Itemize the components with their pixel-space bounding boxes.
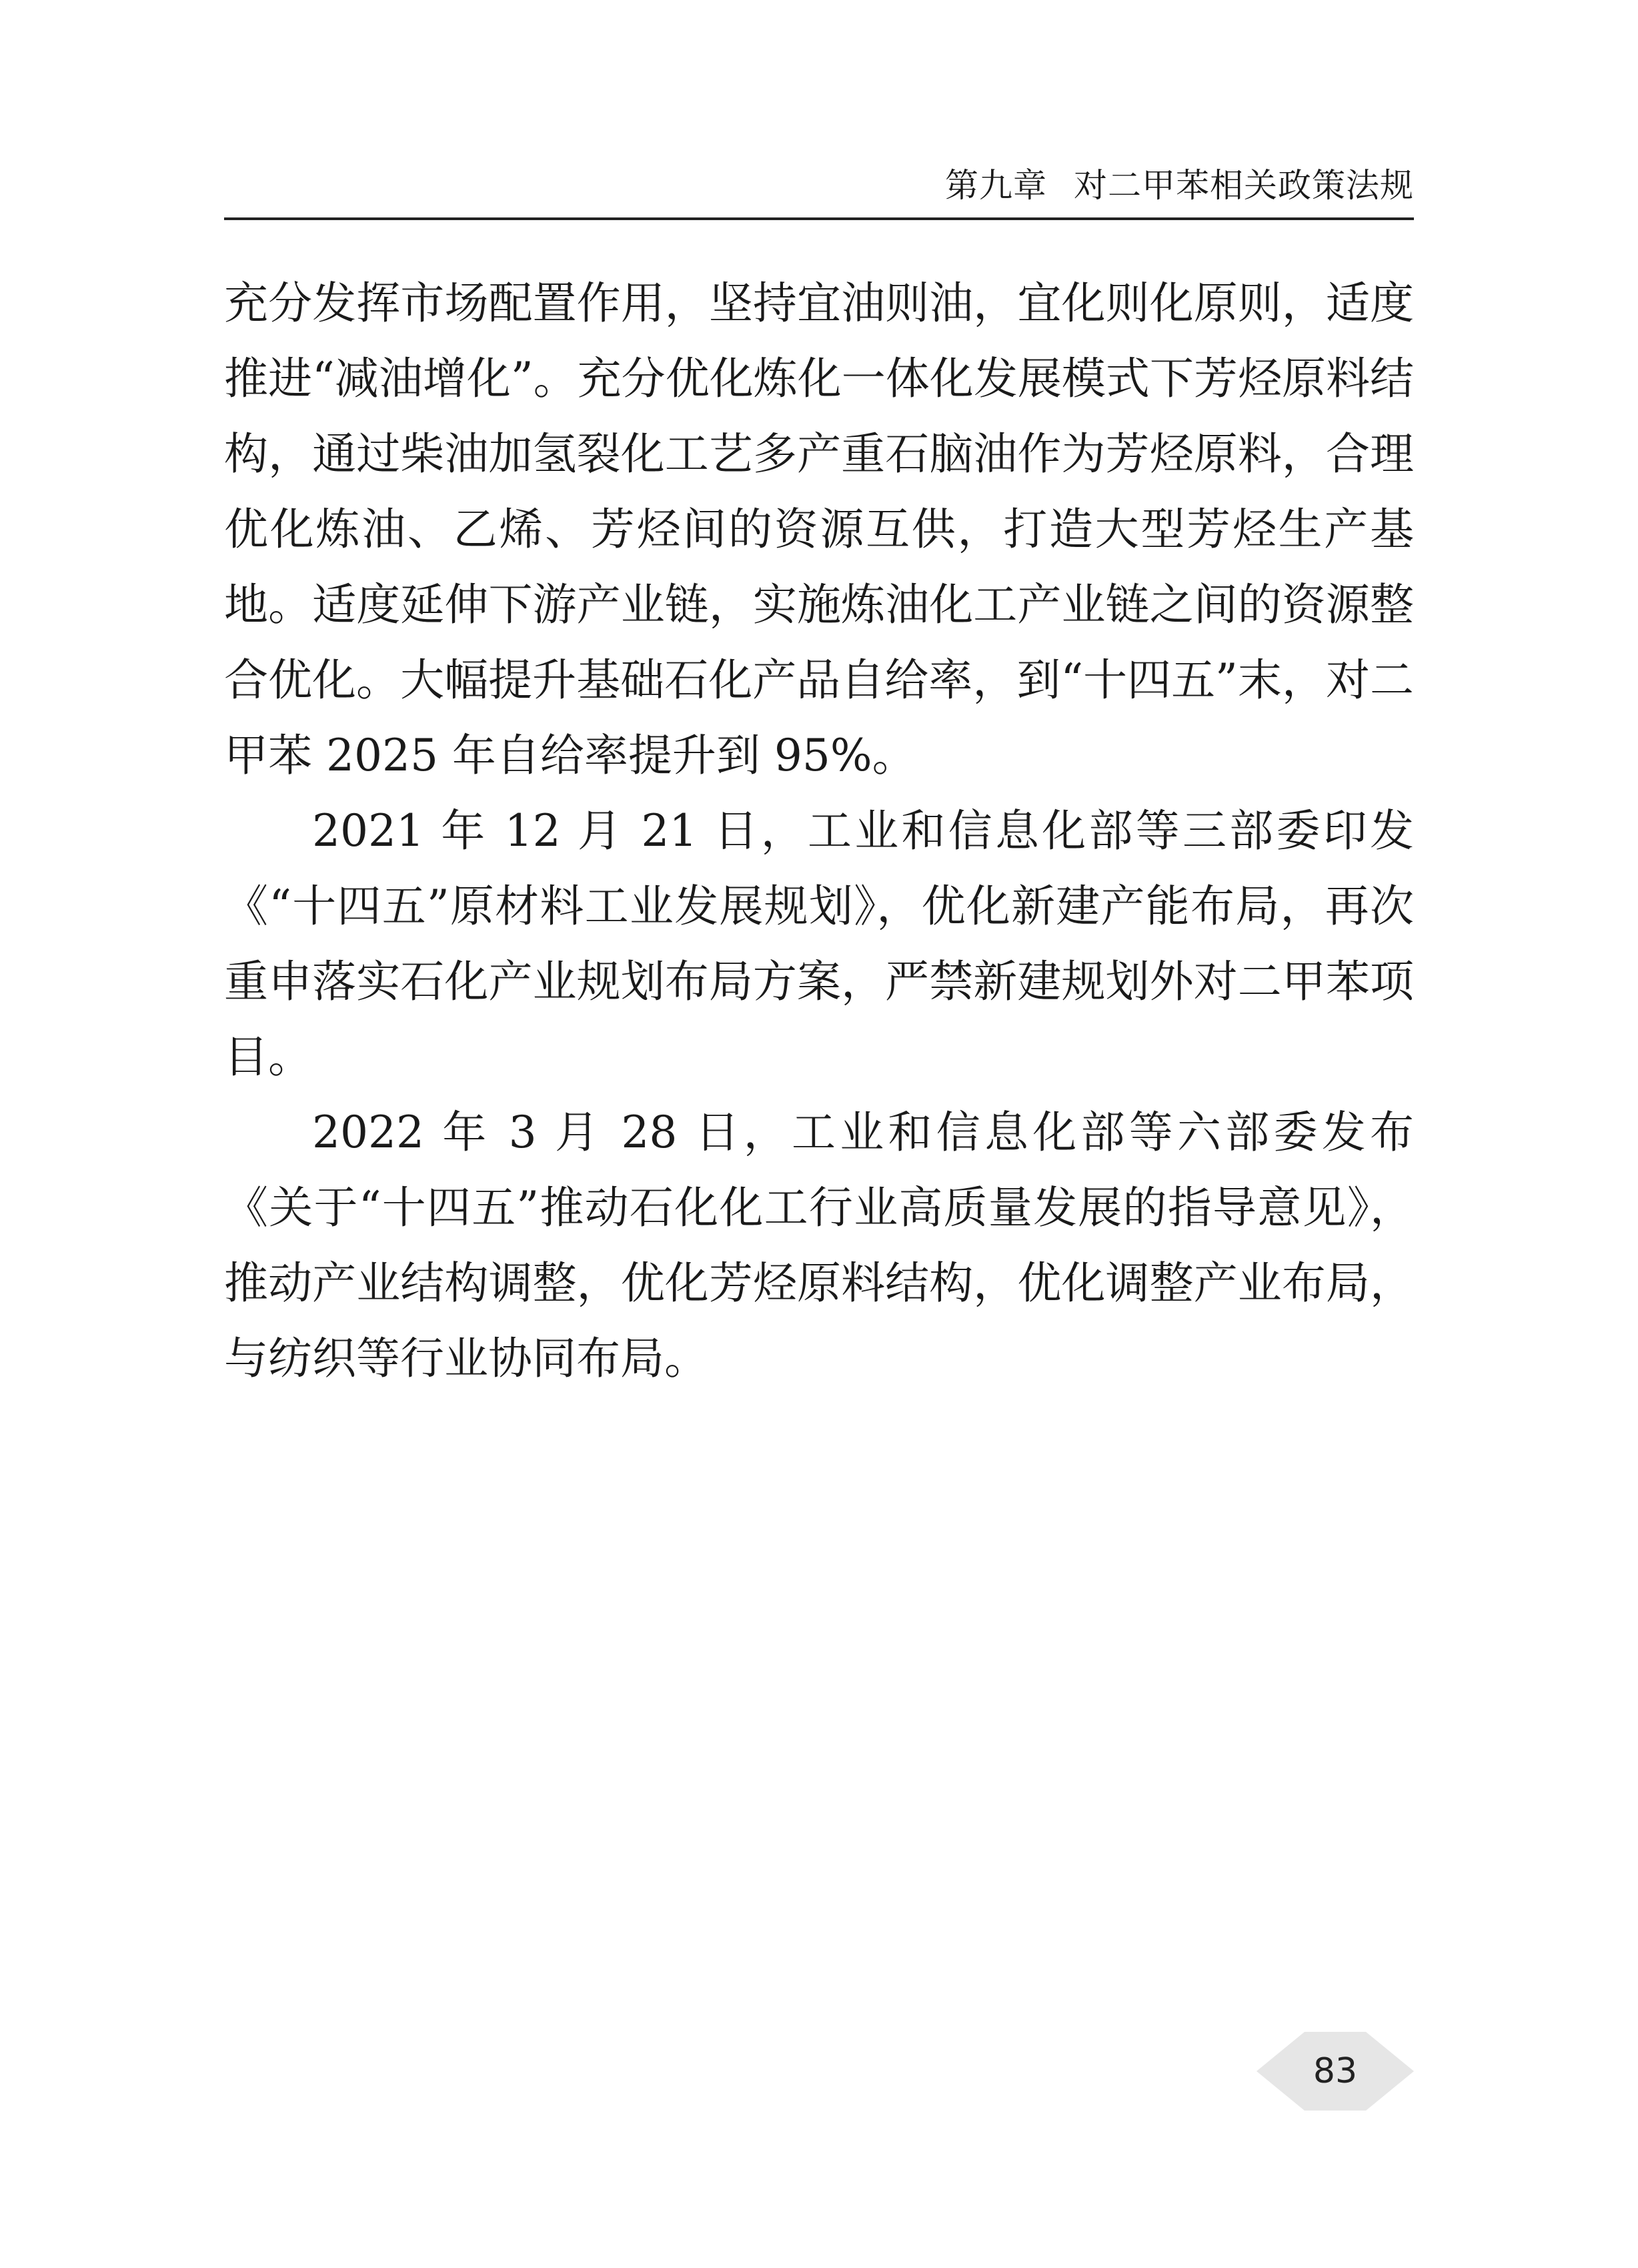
running-header — [945, 159, 1414, 207]
paragraph-2021-plan: 2021 年 12 月 21 日，工业和信息化部等三部委印发《“十四五”原材料工业发展规划》，优化新建产能布局，再次重申落实石化产业规划布局方案，严禁新建规划外对二甲苯项目。 — [224, 805, 1414, 1083]
header-rule — [224, 217, 1414, 220]
paragraph-2022-guidance: 2022 年 3 月 28 日，工业和信息化部等六部委发布《关于“十四五”推动石化化工行业高质量发展的指导意见》，推动产业结构调整，优化芳烃原料结构，优化调整产业布局，与纺织等行业协同布局。 — [224, 1107, 1414, 1384]
chapter-title: 对二甲苯相关政策法规 — [1074, 166, 1414, 205]
paragraph-continued: 充分发挥市场配置作用，坚持宜油则油，宜化则化原则，适度推进“减油增化”。充分优化炼化一体化发展模式下芳烃原料结构，通过柴油加氢裂化工艺多产重石脑油作为芳烃原料，合理优化炼油、乙烯、芳烃间的资源互供，打造大型芳烃生产基地。适度延伸下游产业链，实施炼油化工产业链之间的资源整合优化。大幅提升基础石化产品自给率，到“十四五”末，对二甲苯 2025 年自给率提升到 95%。 — [224, 277, 1414, 781]
chapter-number: 第九章 — [945, 166, 1047, 205]
body-text — [224, 265, 1414, 1396]
page-number-badge — [1257, 2027, 1414, 2116]
page-number: 83 — [1313, 2051, 1358, 2091]
